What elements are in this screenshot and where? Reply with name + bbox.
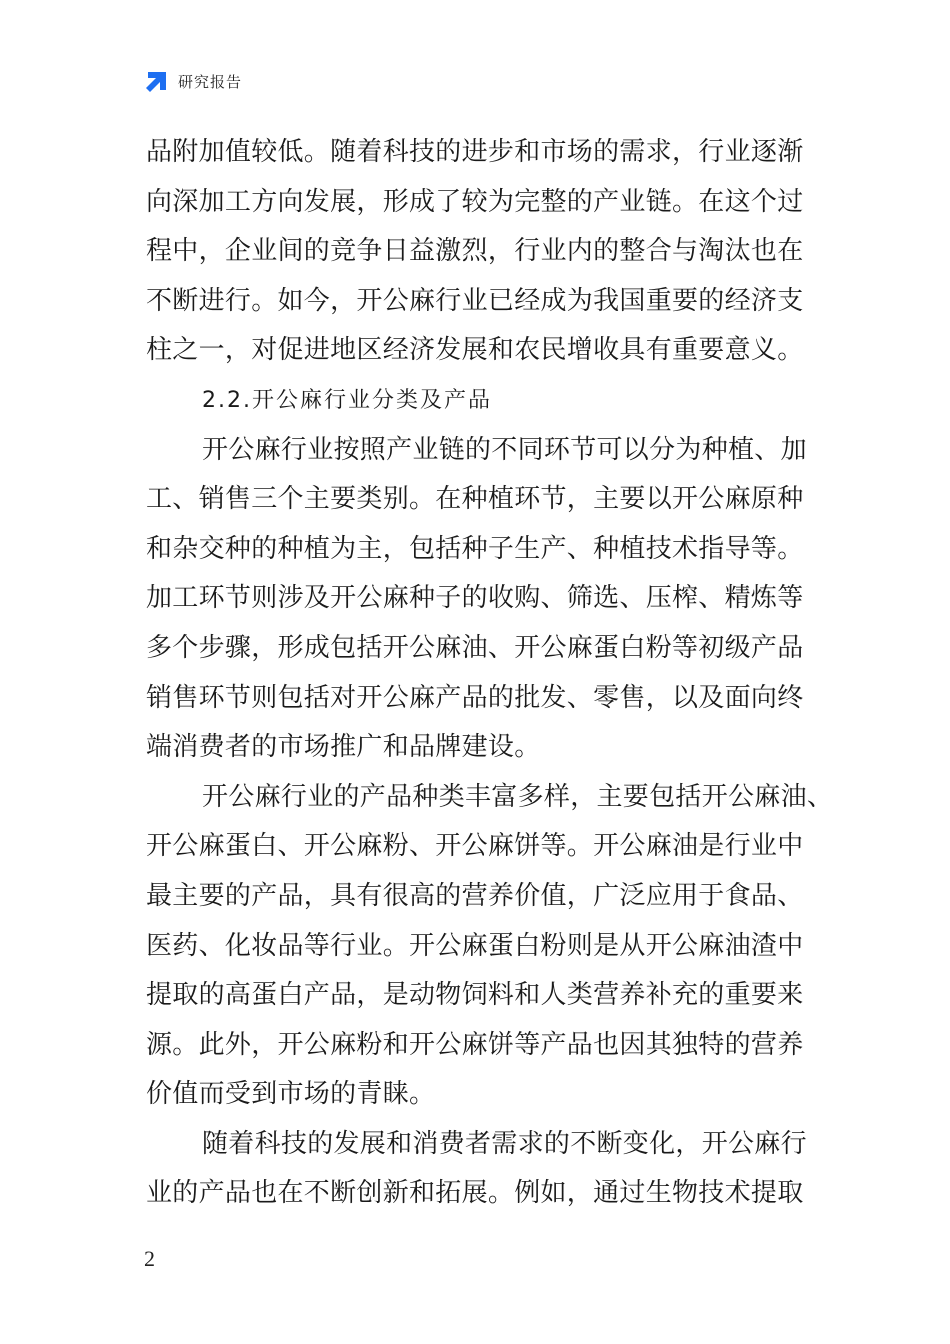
text-line: 医药、化妆品等行业。开公麻蛋白粉则是从开公麻油渣中 [146, 930, 804, 961]
text-line: 开公麻行业的产品种类丰富多样，主要包括开公麻油、 [202, 781, 834, 812]
text-line: 开公麻行业按照产业链的不同环节可以分为种植、加 [202, 434, 807, 465]
text-line: 和杂交种的种植为主，包括种子生产、种植技术指导等。 [146, 533, 804, 564]
text-line: 业的产品也在不断创新和拓展。例如，通过生物技术提取 [146, 1178, 804, 1209]
text-line: 品附加值较低。随着科技的进步和市场的需求，行业逐渐 [146, 137, 804, 167]
section-heading: 2.2.开公麻行业分类及产品 [202, 387, 492, 413]
text-line: 开公麻蛋白、开公麻粉、开公麻饼等。开公麻油是行业中 [146, 831, 804, 862]
text-line: 多个步骤，形成包括开公麻油、开公麻蛋白粉等初级产品 [146, 632, 804, 663]
header-title: 研究报告 [178, 72, 243, 91]
text-line: 端消费者的市场推广和品牌建设。 [146, 732, 541, 763]
text-line: 向深加工方向发展，形成了较为完整的产业链。在这个过 [146, 186, 804, 217]
text-line: 不断进行。如今，开公麻行业已经成为我国重要的经济支 [146, 285, 804, 316]
document-body [146, 128, 836, 1219]
text-line: 源。此外，开公麻粉和开公麻饼等产品也因其独特的营养 [146, 1029, 804, 1060]
report-header [144, 66, 242, 96]
text-line: 加工环节则涉及开公麻种子的收购、筛选、压榨、精炼等 [146, 583, 804, 614]
text-line: 柱之一，对促进地区经济发展和农民增收具有重要意义。 [146, 335, 804, 366]
page-number: 2 [144, 1246, 155, 1271]
text-line: 最主要的产品，具有很高的营养价值，广泛应用于食品、 [146, 880, 804, 911]
arrow-up-right-icon [144, 68, 170, 94]
text-line: 价值而受到市场的青睐。 [146, 1079, 436, 1110]
text-line: 随着科技的发展和消费者需求的不断变化，开公麻行 [202, 1128, 807, 1159]
text-line: 程中，企业间的竞争日益激烈，行业内的整合与淘汰也在 [146, 236, 804, 267]
text-line: 工、销售三个主要类别。在种植环节，主要以开公麻原种 [146, 484, 804, 515]
text-line: 销售环节则包括对开公麻产品的批发、零售，以及面向终 [146, 682, 804, 713]
text-line: 提取的高蛋白产品，是动物饲料和人类营养补充的重要来 [146, 980, 804, 1011]
